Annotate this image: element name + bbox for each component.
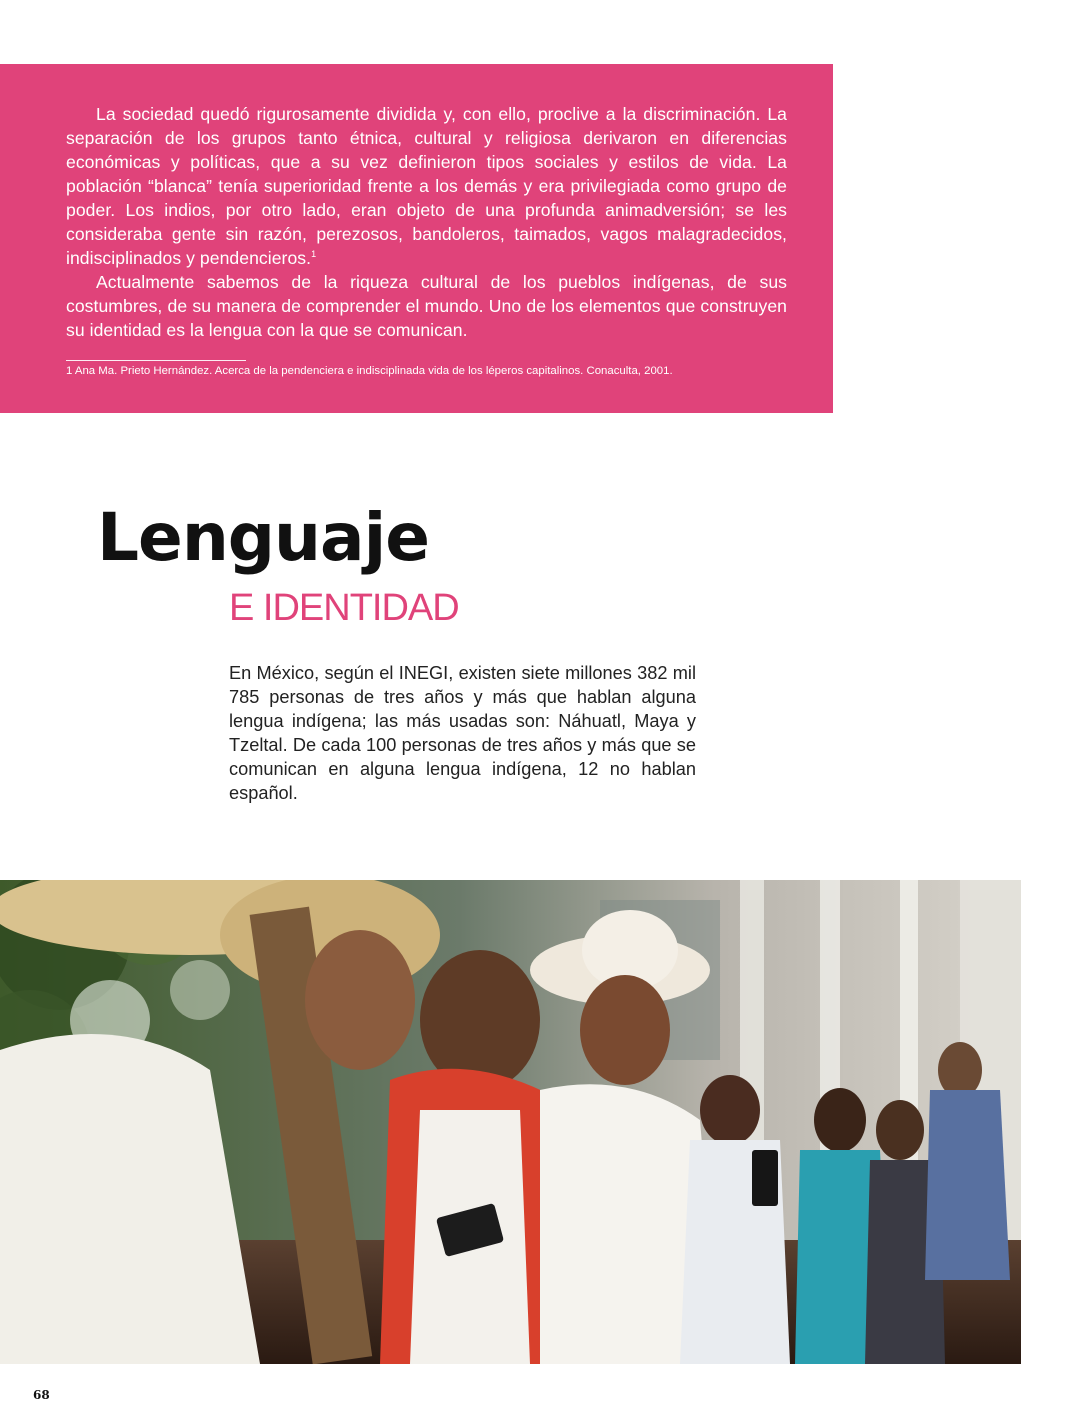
footnote: 1 Ana Ma. Prieto Hernández. Acerca de la pendenciera e indisciplinada vida de los léperos capitalinos. Conaculta, 2001. bbox=[66, 365, 673, 377]
intro-paragraph-2: Actualmente sabemos de la riqueza cultural de los pueblos indígenas, de sus costumbres, de su manera de comprender el mundo. Uno de los elementos que construyen su identidad es la lengua con la que se comunican. bbox=[66, 272, 787, 340]
page-number: 68 bbox=[33, 1388, 50, 1402]
footnote-divider bbox=[66, 360, 246, 361]
section-body: En México, según el INEGI, existen siete millones 382 mil 785 personas de tres años y más que hablan alguna lengua indígena; las más usadas son: Náhuatl, Maya y Tzeltal. De cada 100 personas de tres años y más que se comunican en alguna lengua indígena, 12 no hablan español. bbox=[229, 663, 696, 803]
section-title: Lenguaje bbox=[97, 499, 429, 576]
footnote-reference: 1 bbox=[311, 249, 317, 260]
indigenous-people-photo bbox=[0, 880, 1021, 1364]
intro-box bbox=[0, 64, 833, 413]
section-subtitle: E IDENTIDAD bbox=[229, 587, 459, 629]
intro-paragraph-1: La sociedad quedó rigurosamente dividida y, con ello, proclive a la discriminación. La separación de los grupos tanto étnica, cultural y religiosa derivaron en diferencias económicas y políticas, que a su vez definieron tipos sociales y estilos de vida. La población “blanca” tenía superioridad frente a los demás y era privilegiada como grupo de poder. Los indios, por otro lado, eran objeto de una profunda animadversión; se les consideraba gente sin razón, perezosos, bandoleros, taimados, vagos malagradecidos, indisciplinados y pendencieros.$^1$ bbox=[66, 104, 787, 268]
